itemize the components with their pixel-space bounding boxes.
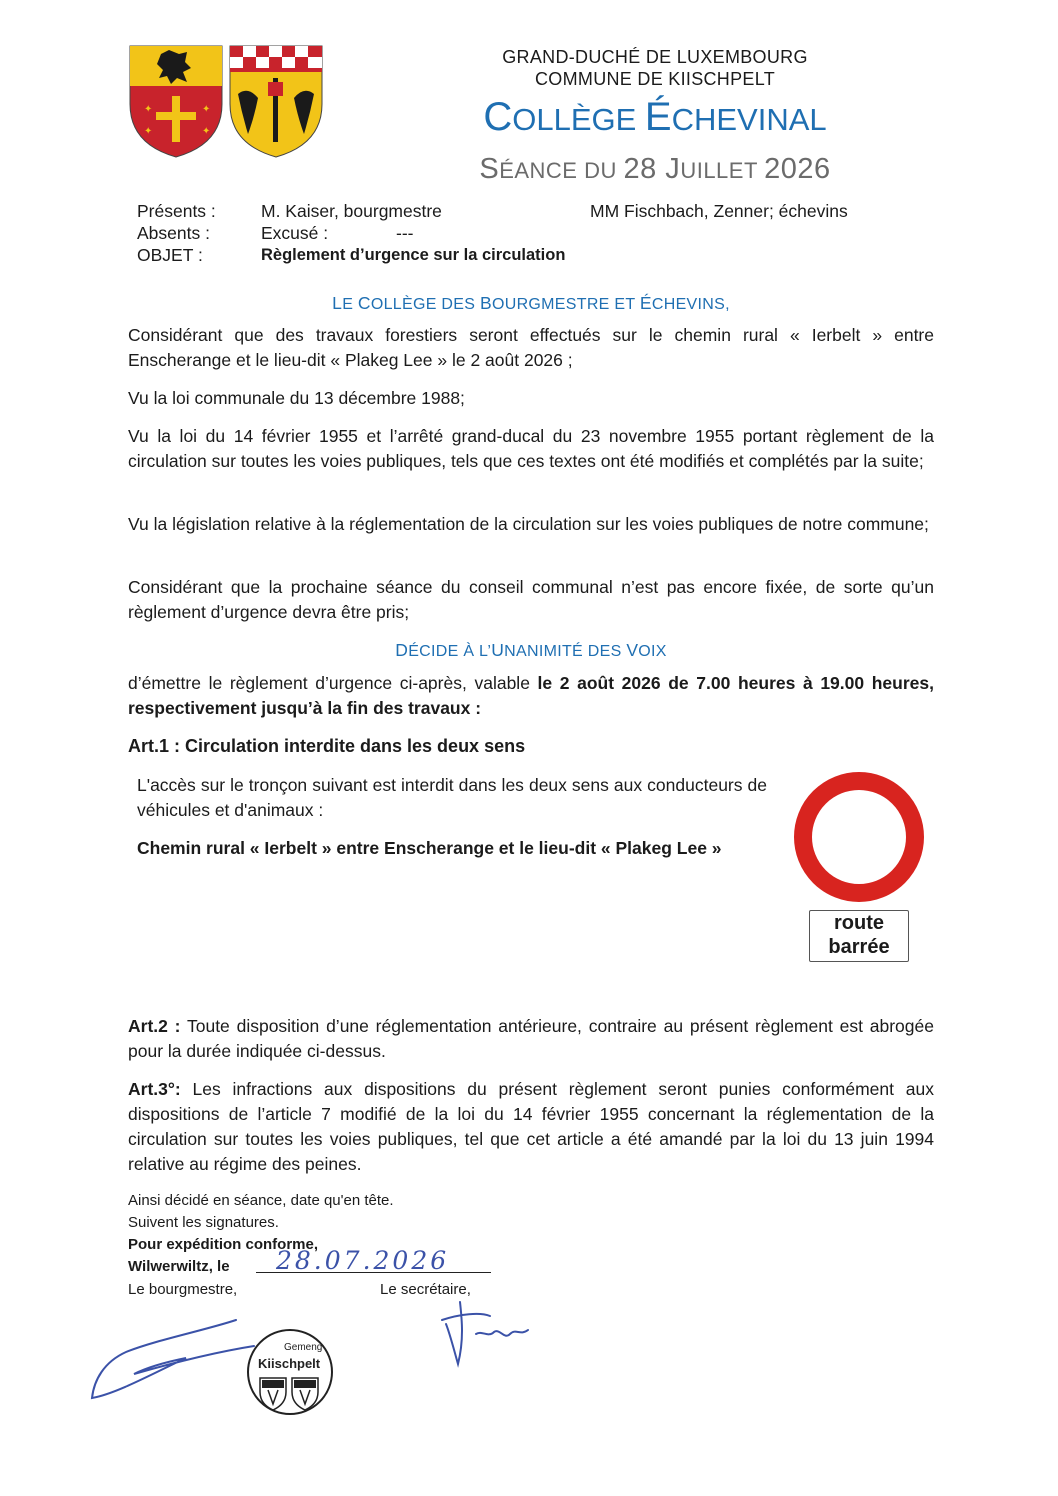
svg-text:✦: ✦ [202,126,211,137]
secretaire-label: Le secrétaire, [380,1281,471,1298]
excuse-label: Excusé : [261,223,329,243]
commune-stamp [244,1328,336,1416]
decision-paragraph: d’émettre le règlement d’urgence ci-après, valable le 2 août 2026 de 7.00 heures à 19.00 heures, respectivement jusqu’à la fin des travaux : [128,673,934,718]
commune-title: COMMUNE DE KIISCHPELT [535,69,775,89]
left-shield-icon [130,46,222,157]
road-closed-sign [809,910,909,962]
college-title: COLLÈGE ÉCHEVINAL [483,95,827,139]
objet-value: Règlement d’urgence sur la circulation [261,246,566,264]
svg-text:✦: ✦ [144,126,153,137]
no-entry-sign-icon [792,770,926,904]
presents-label: Présents : [137,201,216,221]
bourgmestre-label: Le bourgmestre, [128,1281,238,1298]
road-closed-line2: barrée [828,936,890,958]
college-heading: LE COLLÈGE DES BOURGMESTRE ET ÉCHEVINS, [332,293,730,313]
closing-line: Ainsi décidé en séance, date qu'en tête. [128,1192,394,1209]
article-3-label: Art.3°: [128,1079,181,1099]
handwritten-date: 28.07.2026 [276,1246,450,1275]
road-closed-line1: route [834,912,884,934]
article-1-text: L'accès sur le tronçon suivant est interdit dans les deux sens aux conducteurs de véhicules et d'animaux : [137,775,767,820]
absents-label: Absents : [137,223,210,243]
article-2-label: Art.2 : [128,1016,181,1036]
consideration-paragraph: Considérant que des travaux forestiers seront effectués sur le chemin rural « Ierbelt » entre Enscherange et le lieu-dit « Plakeg Lee » le 2 août 2026 ; [128,325,934,370]
consideration-paragraph: Vu la loi communale du 13 décembre 1988; [128,388,465,408]
closing-place: Wilwerwiltz, le [128,1258,230,1275]
consideration-paragraph: Vu la loi du 14 février 1955 et l’arrêté grand-ducal du 23 novembre 1955 portant règlement de la circulation sur toutes les voies publiques, tels que ces textes ont été modifiés et complétés par la suite; [128,426,934,471]
closing-line: Suivent les signatures. [128,1214,279,1231]
right-shield-icon [230,46,322,157]
echevins-value: MM Fischbach, Zenner; échevins [590,201,848,221]
article-1-title: Art.1 : Circulation interdite dans les deux sens [128,736,526,756]
stamp-name-text: Kiischpelt [258,1356,321,1371]
presents-value: M. Kaiser, bourgmestre [261,201,442,221]
svg-text:✦: ✦ [144,104,153,115]
closing-conform: Pour expédition conforme, [128,1236,319,1253]
consideration-paragraph: Vu la législation relative à la réglementation de la circulation sur les voies publiques de notre commune; [128,514,929,534]
article-2-paragraph: Art.2 : Toute disposition d’une réglementation antérieure, contraire au présent règlement est abrogée pour la durée indiquée ci-dessus. [128,1016,934,1061]
stamp-top-text: Gemeng [284,1342,323,1353]
coats-of-arms-logo [126,44,326,159]
article-1-road: Chemin rural « Ierbelt » entre Enscherange et le lieu-dit « Plakeg Lee » [137,838,722,858]
country-title: GRAND-DUCHÉ DE LUXEMBOURG [502,47,808,67]
objet-label: OBJET : [137,245,203,265]
decide-heading: DÉCIDE À L’UNANIMITÉ DES VOIX [395,640,667,660]
bourgmestre-signature [86,1312,256,1412]
svg-text:✦: ✦ [202,104,211,115]
consideration-paragraph: Considérant que la prochaine séance du conseil communal n’est pas encore fixée, de sorte qu’un règlement d’urgence devra être pris; [128,577,934,622]
excuse-value: --- [396,223,414,243]
secretaire-signature [420,1290,540,1370]
article-3-paragraph: Art.3°: Les infractions aux dispositions du présent règlement seront punies conformément aux dispositions de l’article 7 modifié de la loi du 14 février 1955 concernant la réglementation de la circulation sur toutes les voies publiques, tel que cet article a été amandé par la loi du 13 juin 1994 relative au régime des peines. [128,1079,934,1174]
seance-date-title: SÉANCE DU 28 JUILLET 2026 [479,153,831,185]
